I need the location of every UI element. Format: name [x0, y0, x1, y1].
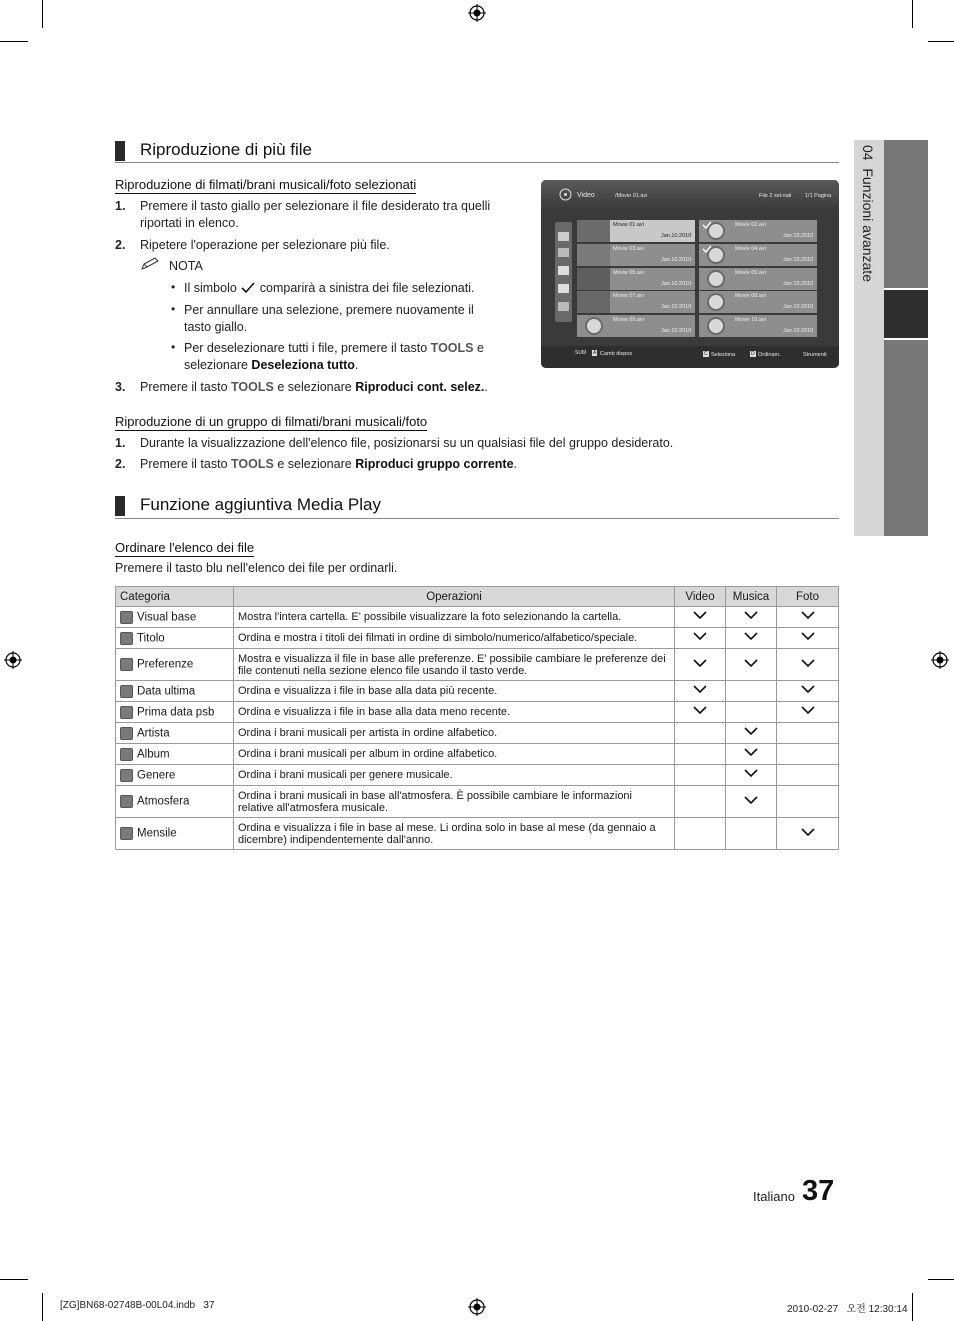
- video-cell: [675, 702, 726, 723]
- tv-file-date: Jan.10.2010: [783, 281, 814, 287]
- sort-options-table: [115, 586, 839, 850]
- star-icon: [558, 302, 569, 311]
- step-text-part: e selezionare: [277, 380, 352, 394]
- footer-language: Italiano: [753, 1189, 795, 1204]
- music-cell: [726, 607, 777, 628]
- subsection-title: Riproduzione di un gruppo di filmati/brani musicali/foto: [115, 414, 428, 429]
- tv-file-name: Movie 05.avi: [613, 270, 644, 276]
- step-text: Premere il tasto giallo per selezionare il file desiderato tra quelli riportati in elenco.: [140, 199, 491, 230]
- tv-footer-sort: Ordinam.: [758, 352, 781, 358]
- table-body: [116, 607, 839, 850]
- step-number: 2.: [115, 457, 126, 471]
- checkmark-icon: [240, 282, 256, 294]
- tv-file-name: Movie 09.avi: [613, 317, 644, 323]
- check-mark-icon: [744, 748, 758, 757]
- crop-mark: [912, 1293, 913, 1321]
- tv-footer-sum: SUM: [575, 350, 587, 356]
- video-thumbnail: [577, 268, 610, 290]
- table-header: Categoria: [116, 587, 234, 607]
- check-mark-icon: [744, 727, 758, 736]
- category-cell: [116, 681, 234, 702]
- tv-file-name: Movie 02.avi: [735, 222, 766, 228]
- table-header-row: [116, 587, 839, 607]
- tv-file-name: Movie 01.avi: [613, 222, 644, 228]
- photo-cell: [777, 607, 839, 628]
- music-cell: [726, 765, 777, 786]
- check-mark-icon: [693, 685, 707, 694]
- album-icon: [120, 748, 133, 761]
- bullet-dot: •: [171, 280, 176, 294]
- operation-cell: Mostra e visualizza il file in base alle preferenze. E' possibile cambiare le preferenze dei file contenuti nella sezione elenco file usando il tasto verde.: [234, 649, 675, 681]
- tv-file-date: Jan.10.2010: [783, 257, 814, 263]
- subsection-title: Ordinare l'elenco dei file: [115, 540, 255, 555]
- check-mark-icon: [801, 632, 815, 641]
- calendar-30-icon: [558, 266, 569, 275]
- note-text: comparirà a sinistra dei file selezionati.: [259, 281, 475, 295]
- step-text: Durante la visualizzazione dell'elenco file, posizionarsi su un qualsiasi file del gruppo desiderato.: [140, 436, 674, 450]
- category-cell: [116, 628, 234, 649]
- tv-key-d: D: [751, 351, 755, 357]
- photo-cell: [777, 765, 839, 786]
- category-label: Prima data psb: [137, 706, 215, 719]
- check-mark-icon: [744, 611, 758, 620]
- film-reel-icon: [707, 270, 725, 288]
- step-text: [140, 456, 740, 473]
- video-thumbnail: [577, 220, 610, 242]
- video-cell: [675, 628, 726, 649]
- crop-mark: [912, 0, 913, 28]
- operation-cell: Ordina i brani musicali per genere musicale.: [234, 765, 675, 786]
- video-category-icon: [559, 188, 572, 201]
- note-text: Il simbolo: [184, 281, 237, 295]
- table-row: [116, 681, 839, 702]
- calendar-30-icon: [120, 685, 133, 698]
- check-mark-icon: [744, 659, 758, 668]
- tv-file-date: Jan.10.2010: [783, 304, 814, 310]
- tv-path: /Movie 01.avi: [615, 193, 648, 199]
- tv-file-name: Movie 06.avi: [735, 270, 766, 276]
- tv-screen-illustration: [541, 180, 839, 368]
- photo-cell: [777, 786, 839, 818]
- selected-checkmark-icon: [702, 245, 712, 253]
- title-icon: [120, 632, 133, 645]
- tv-file-date: Jan.10.2010: [661, 233, 692, 239]
- check-mark-icon: [744, 796, 758, 805]
- menu-option-label: Deseleziona tutto: [251, 358, 355, 372]
- title-icon: [558, 248, 569, 257]
- tv-file-date: Jan.10.2010: [783, 233, 814, 239]
- note-label: NOTA: [169, 259, 203, 273]
- step-text: [140, 379, 540, 396]
- section-title: Riproduzione di più file: [140, 140, 312, 159]
- section-title: Funzione aggiuntiva Media Play: [140, 495, 381, 514]
- step-text-part: .: [513, 457, 518, 471]
- music-cell: [726, 786, 777, 818]
- video-cell: [675, 786, 726, 818]
- table-row: [116, 702, 839, 723]
- chapter-title: Funzioni avanzate: [860, 168, 876, 282]
- check-mark-icon: [693, 659, 707, 668]
- operation-cell: Ordina i brani musicali per album in ordine alfabetico.: [234, 744, 675, 765]
- video-cell: [675, 744, 726, 765]
- category-label: Artista: [137, 727, 170, 740]
- selected-checkmark-icon: [702, 221, 712, 229]
- photo-cell: [777, 649, 839, 681]
- chapter-tab-dark: [884, 340, 928, 536]
- crop-mark: [928, 41, 954, 42]
- tv-footer-select: Seleziona: [711, 352, 736, 358]
- crop-mark: [928, 1279, 954, 1280]
- section-marker: [115, 141, 125, 161]
- tools-key-label: TOOLS: [430, 341, 474, 355]
- crop-mark: [0, 1279, 28, 1280]
- video-thumbnail: [577, 244, 610, 266]
- calendar-1-icon: [120, 706, 133, 719]
- photo-cell: [777, 681, 839, 702]
- step-text-part: Premere il tasto: [140, 457, 228, 471]
- artist-icon: [120, 727, 133, 740]
- tv-file-date: Jan.10.2010: [661, 328, 692, 334]
- category-label: Visual base: [137, 611, 197, 624]
- operation-cell: Ordina e visualizza i file in base alla data più recente.: [234, 681, 675, 702]
- chapter-number: 04: [860, 145, 876, 161]
- step-number: 1.: [115, 436, 126, 450]
- table-row: [116, 744, 839, 765]
- music-cell: [726, 818, 777, 850]
- table-row: [116, 607, 839, 628]
- step-number: 2.: [115, 238, 126, 252]
- note-text: .: [354, 358, 359, 372]
- table-row: [116, 765, 839, 786]
- category-label: Genere: [137, 769, 176, 782]
- section-marker: [115, 496, 125, 516]
- note-text: Per deselezionare tutti i file, premere il tasto: [184, 341, 428, 355]
- tv-file-name: Movie 07.avi: [613, 293, 644, 299]
- category-cell: [116, 744, 234, 765]
- category-cell: [116, 607, 234, 628]
- video-cell: [675, 681, 726, 702]
- folder-icon: [120, 611, 133, 624]
- table-row: [116, 723, 839, 744]
- photo-cell: [777, 628, 839, 649]
- film-reel-icon: [707, 317, 725, 335]
- category-label: Preferenze: [137, 658, 194, 671]
- photo-cell: [777, 723, 839, 744]
- registration-mark-icon: [4, 651, 22, 669]
- tv-footer-device: Camb dispos: [600, 351, 633, 357]
- menu-option-label: Riproduci cont. selez.: [355, 380, 485, 394]
- operation-cell: Ordina e visualizza i file in base alla data meno recente.: [234, 702, 675, 723]
- tv-file-date: Jan.10.2010: [661, 281, 692, 287]
- check-mark-icon: [801, 659, 815, 668]
- note-pencil-icon: [140, 257, 162, 271]
- table-row: [116, 786, 839, 818]
- body-text: Premere il tasto blu nell'elenco dei file per ordinarli.: [115, 561, 398, 575]
- step-number: 3.: [115, 380, 126, 394]
- category-label: Atmosfera: [137, 795, 190, 808]
- film-reel-icon: [707, 293, 725, 311]
- film-reel-icon: [585, 317, 603, 335]
- mood-icon: [120, 795, 133, 808]
- check-mark-icon: [801, 828, 815, 837]
- calendar-1-icon: [558, 284, 569, 293]
- category-cell: [116, 818, 234, 850]
- category-label: Album: [137, 748, 170, 761]
- category-label: Data ultima: [137, 685, 196, 698]
- tv-key-a: A: [593, 350, 597, 356]
- music-cell: [726, 723, 777, 744]
- tv-footer-tools: Strumenti: [803, 352, 827, 358]
- tools-key-label: TOOLS: [231, 457, 274, 471]
- category-cell: [116, 723, 234, 744]
- check-mark-icon: [693, 706, 707, 715]
- note-item: [184, 340, 514, 374]
- bullet-dot: •: [171, 340, 176, 354]
- tools-key-label: TOOLS: [231, 380, 274, 394]
- section-rule: [115, 162, 839, 163]
- operation-cell: Ordina i brani musicali in base all'atmosfera. È possibile cambiare le informazioni relative all'atmosfera musicale.: [234, 786, 675, 818]
- table-header: Video: [675, 587, 726, 607]
- tv-file-name: Movie 03.avi: [613, 246, 644, 252]
- tv-file-date: Jan.10.2010: [661, 304, 692, 310]
- tv-file-name: Movie 10.avi: [735, 317, 766, 323]
- category-label: Titolo: [137, 632, 165, 645]
- video-cell: [675, 649, 726, 681]
- table-header: Operazioni: [234, 587, 675, 607]
- note-item: [184, 280, 514, 297]
- check-mark-icon: [693, 611, 707, 620]
- print-timestamp: 2010-02-27 오전 12:30:14: [787, 1304, 908, 1315]
- chapter-label: [860, 145, 876, 282]
- table-header: Musica: [726, 587, 777, 607]
- music-cell: [726, 702, 777, 723]
- registration-mark-icon: [468, 1298, 486, 1316]
- registration-mark-icon: [468, 4, 486, 22]
- operation-cell: Ordina e mostra i titoli dei filmati in ordine di simbolo/numerico/alfabetico/speciale.: [234, 628, 675, 649]
- music-cell: [726, 628, 777, 649]
- section-rule: [115, 518, 839, 519]
- tv-file-name: Movie 04.avi: [735, 246, 766, 252]
- tv-page-info: 1/1 Pagina: [805, 193, 832, 199]
- photo-cell: [777, 744, 839, 765]
- music-cell: [726, 744, 777, 765]
- step-text-part: Premere il tasto: [140, 380, 228, 394]
- crop-mark: [0, 41, 28, 42]
- video-cell: [675, 723, 726, 744]
- photo-cell: [777, 818, 839, 850]
- menu-option-label: Riproduci gruppo corrente: [355, 457, 514, 471]
- folder-icon: [558, 232, 569, 241]
- step-number: 1.: [115, 199, 126, 213]
- category-cell: [116, 765, 234, 786]
- video-thumbnail: [577, 291, 610, 313]
- music-cell: [726, 681, 777, 702]
- check-mark-icon: [801, 685, 815, 694]
- step-text-part: e selezionare: [277, 457, 352, 471]
- operation-cell: Ordina e visualizza i file in base al mese. Li ordina solo in base al mese (da gennaio a dicembre) indipendentemente dall'anno.: [234, 818, 675, 850]
- note-item: Per annullare una selezione, premere nuovamente il tasto giallo.: [184, 303, 474, 334]
- check-mark-icon: [744, 769, 758, 778]
- chapter-tab-dark: [884, 140, 928, 288]
- tv-file-name: Movie 08.avi: [735, 293, 766, 299]
- note-text: e selezionare: [184, 341, 484, 372]
- star-icon: [120, 658, 133, 671]
- video-cell: [675, 607, 726, 628]
- category-cell: [116, 786, 234, 818]
- check-mark-icon: [693, 632, 707, 641]
- check-mark-icon: [801, 611, 815, 620]
- subsection-title: Riproduzione di filmati/brani musicali/foto selezionati: [115, 177, 417, 192]
- tv-title: Video: [577, 192, 595, 199]
- tv-file-info: File 2 sel.nati: [759, 193, 792, 199]
- crop-mark: [42, 1293, 43, 1321]
- crop-mark: [42, 0, 43, 28]
- print-file-info: [ZG]BN68-02748B-00L04.indb 37: [60, 1300, 215, 1311]
- step-text: Ripetere l'operazione per selezionare più file.: [140, 238, 390, 252]
- tv-key-c: C: [704, 351, 708, 357]
- category-label: Mensile: [137, 827, 177, 840]
- registration-mark-icon: [931, 651, 949, 669]
- operation-cell: Mostra l'intera cartella. E' possibile visualizzare la foto selezionando la cartella.: [234, 607, 675, 628]
- table-row: [116, 649, 839, 681]
- video-cell: [675, 818, 726, 850]
- step-text-part: .: [484, 380, 488, 394]
- check-mark-icon: [801, 706, 815, 715]
- table-row: [116, 628, 839, 649]
- bullet-dot: •: [171, 302, 176, 316]
- table-row: [116, 818, 839, 850]
- check-mark-icon: [744, 632, 758, 641]
- photo-cell: [777, 702, 839, 723]
- month-icon: [120, 827, 133, 840]
- genre-icon: [120, 769, 133, 782]
- page-number: 37: [802, 1175, 835, 1207]
- tv-file-date: Jan.10.2010: [661, 257, 692, 263]
- music-cell: [726, 649, 777, 681]
- category-cell: [116, 649, 234, 681]
- tv-file-date: Jan.10.2010: [783, 328, 814, 334]
- chapter-tab-active: [884, 290, 928, 338]
- video-cell: [675, 765, 726, 786]
- table-header: Foto: [777, 587, 839, 607]
- category-cell: [116, 702, 234, 723]
- operation-cell: Ordina i brani musicali per artista in ordine alfabetico.: [234, 723, 675, 744]
